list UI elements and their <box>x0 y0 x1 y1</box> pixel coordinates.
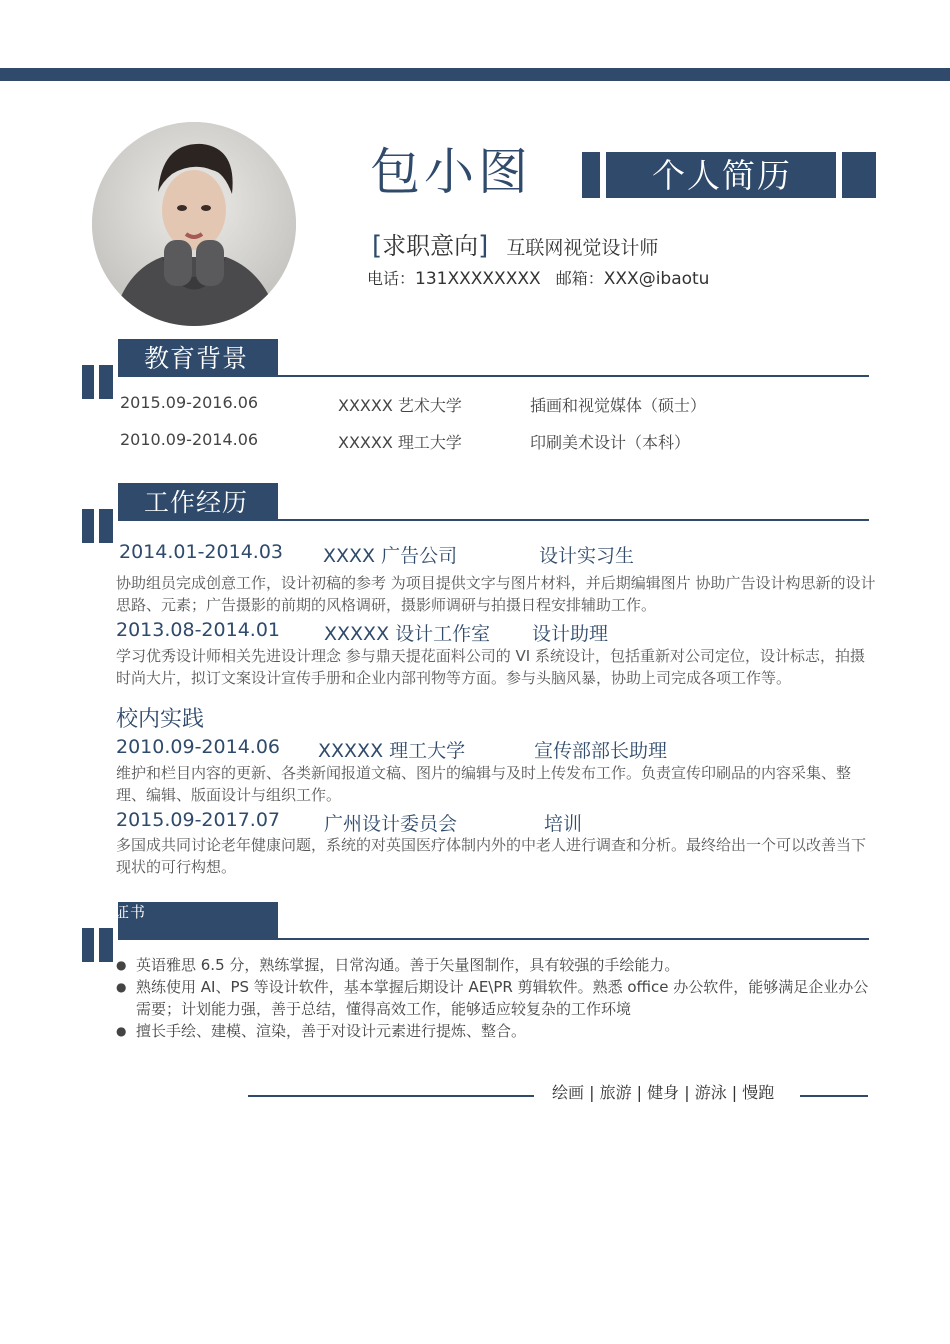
intent-value: 互联网视觉设计师 <box>506 237 659 259</box>
job-description: 协助组员完成创意工作，设计初稿的参考 为项目提供文字与图片材料，并后期编辑图片 协助广告设计构思新的设计思路、元素；广告摄影的前期的风格调研，摄影师调研与拍摄日程安排辅助工作。 <box>116 574 876 614</box>
email-value: XXX@ibaotu <box>603 269 710 289</box>
bracket-left: [ <box>372 231 383 261</box>
edu-school: XXXXX 理工大学 <box>338 433 462 452</box>
campus-org: XXXXX 理工大学 <box>318 740 466 762</box>
job-period: 2013.08-2014.01 <box>116 619 280 641</box>
hobby-rule-right <box>800 1095 868 1097</box>
edu-school: XXXXX 艺术大学 <box>338 396 462 415</box>
job-role: 设计实习生 <box>539 545 635 567</box>
candidate-name: 包小图 <box>370 143 532 201</box>
section-header-education <box>82 339 869 387</box>
campus-period: 2015.09-2017.07 <box>116 809 280 831</box>
edu-period: 2015.09-2016.06 <box>120 393 259 412</box>
section-marker <box>82 365 94 399</box>
campus-period: 2010.09-2014.06 <box>116 736 280 758</box>
resume-title: 个人简历 <box>652 156 792 195</box>
email-label: 邮箱： <box>555 269 604 288</box>
section-title: 技能证书 <box>82 903 147 921</box>
title-bar-left <box>582 152 600 198</box>
skills-list <box>116 954 876 1042</box>
job-period: 2014.01-2014.03 <box>119 541 283 563</box>
campus-description: 维护和栏目内容的更新、各类新闻报道文稿、图片的编辑与及时上传发布工作。负责宣传印刷品的内容采集、整理、编辑、版面设计与组织工作。 <box>116 764 852 804</box>
section-marker <box>82 509 94 543</box>
section-rule <box>278 938 869 940</box>
job-intent <box>372 226 658 260</box>
job-description: 学习优秀设计师相关先进设计理念 参与鼎天提花面料公司的 VI 系统设计，包括重新对公司定位，设计标志，拍摄时尚大片，拟订文案设计宣传手册和企业内部刊物等方面。参与头脑风暴，协助上司完成各项工作等。 <box>116 647 865 687</box>
edu-period: 2010.09-2014.06 <box>120 430 259 449</box>
hobby-rule-left <box>248 1095 534 1097</box>
hobbies: 绘画 | 旅游 | 健身 | 游泳 | 慢跑 <box>552 1083 775 1102</box>
campus-role: 宣传部部长助理 <box>534 740 668 762</box>
job-company: XXXX 广告公司 <box>323 545 458 567</box>
section-marker <box>99 509 113 543</box>
title-bar-right <box>842 152 876 198</box>
section-rule <box>278 375 869 377</box>
top-banner-bar <box>0 68 950 81</box>
edu-major: 印刷美术设计（本科） <box>530 433 691 452</box>
resume-title-banner <box>582 152 876 198</box>
section-header-skills <box>82 902 869 950</box>
section-title: 工作经历 <box>118 483 278 521</box>
job-company: XXXXX 设计工作室 <box>324 623 491 645</box>
campus-org: 广州设计委员会 <box>324 813 458 835</box>
campus-description: 多国成共同讨论老年健康问题，系统的对英国医疗体制内外的中老人进行调查和分析。最终给出一个可以改善当下现状的可行构想。 <box>116 836 867 876</box>
bracket-right: ] <box>478 231 489 261</box>
intent-label: 求职意向 <box>382 232 479 260</box>
edu-major: 插画和视觉媒体（硕士） <box>530 396 707 415</box>
phone-label: 电话： <box>367 269 416 288</box>
skill-item: ● 擅长手绘、建模、渲染，善于对设计元素进行提炼、整合。 <box>116 1020 876 1042</box>
section-title: 教育背景 <box>118 339 278 377</box>
campus-role: 培训 <box>544 813 583 835</box>
phone-value: 131XXXXXXXX <box>415 269 541 289</box>
contact-line <box>367 266 709 289</box>
campus-practice-title: 校内实践 <box>116 707 205 732</box>
profile-photo <box>92 122 296 326</box>
skill-item: ● 英语雅思 6.5 分，熟练掌握，日常沟通。善于矢量图制作，具有较强的手绘能力。 <box>116 954 876 976</box>
section-marker <box>99 365 113 399</box>
section-rule <box>278 519 869 521</box>
skill-item: ● 熟练使用 AI、PS 等设计软件，基本掌握后期设计 AE\PR 剪辑软件。熟悉 office 办公软件，能够满足企业办公需要；计划能力强，善于总结，懂得高效工作，能够适应较复杂的工作环境 <box>116 976 876 1020</box>
job-role: 设计助理 <box>532 623 609 645</box>
section-header-work <box>82 483 869 531</box>
